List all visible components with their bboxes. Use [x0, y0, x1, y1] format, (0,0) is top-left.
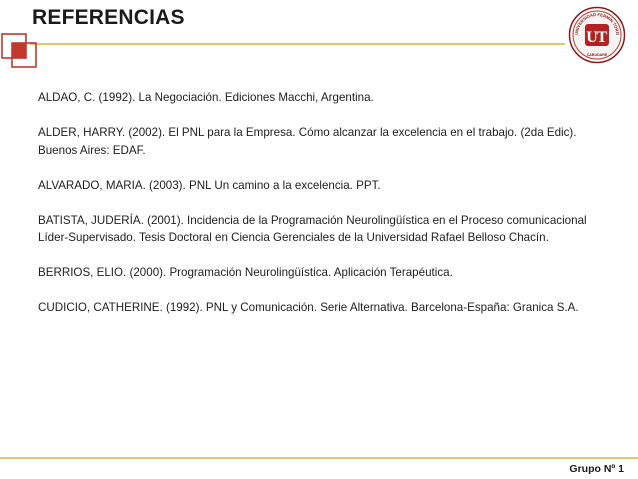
reference-item: BERRIOS, ELIO. (2000). Programación Neurolingüística. Aplicación Terapéutica.	[38, 266, 453, 279]
logo-letter-u: U	[586, 29, 598, 46]
logo-ring-text: UNIVERSIDAD FERMÍN TORO	[573, 11, 621, 36]
slide-title: REFERENCIAS	[32, 6, 185, 29]
logo-city-text: CABUDARE	[586, 53, 608, 57]
reference-item: ALDER, HARRY. (2002). El PNL para la Empresa. Cómo alcanzar la excelencia en el trabajo. (2da Edic). Buenos Aires: EDAF.	[38, 126, 577, 157]
reference-item: BATISTA, JUDERÍA. (2001). Incidencia de la Programación Neurolingüística en el Proceso comunicacional Líder-Supervisado. Tesis Doctoral en Ciencia Gerenciales de la Universidad Rafael Belloso Chacín.	[38, 213, 587, 244]
footer-group-label: Grupo Nº 1	[569, 463, 624, 475]
reference-item: CUDICIO, CATHERINE. (1992). PNL y Comunicación. Serie Alternativa. Barcelona-España: Granica S.A.	[38, 301, 579, 314]
logo-letter-t: T	[596, 29, 608, 46]
reference-item: ALDAO, C. (1992). La Negociación. Ediciones Macchi, Argentina.	[38, 91, 374, 104]
reference-item: ALVARADO, MARIA. (2003). PNL Un camino a la excelencia. PPT.	[38, 178, 381, 192]
